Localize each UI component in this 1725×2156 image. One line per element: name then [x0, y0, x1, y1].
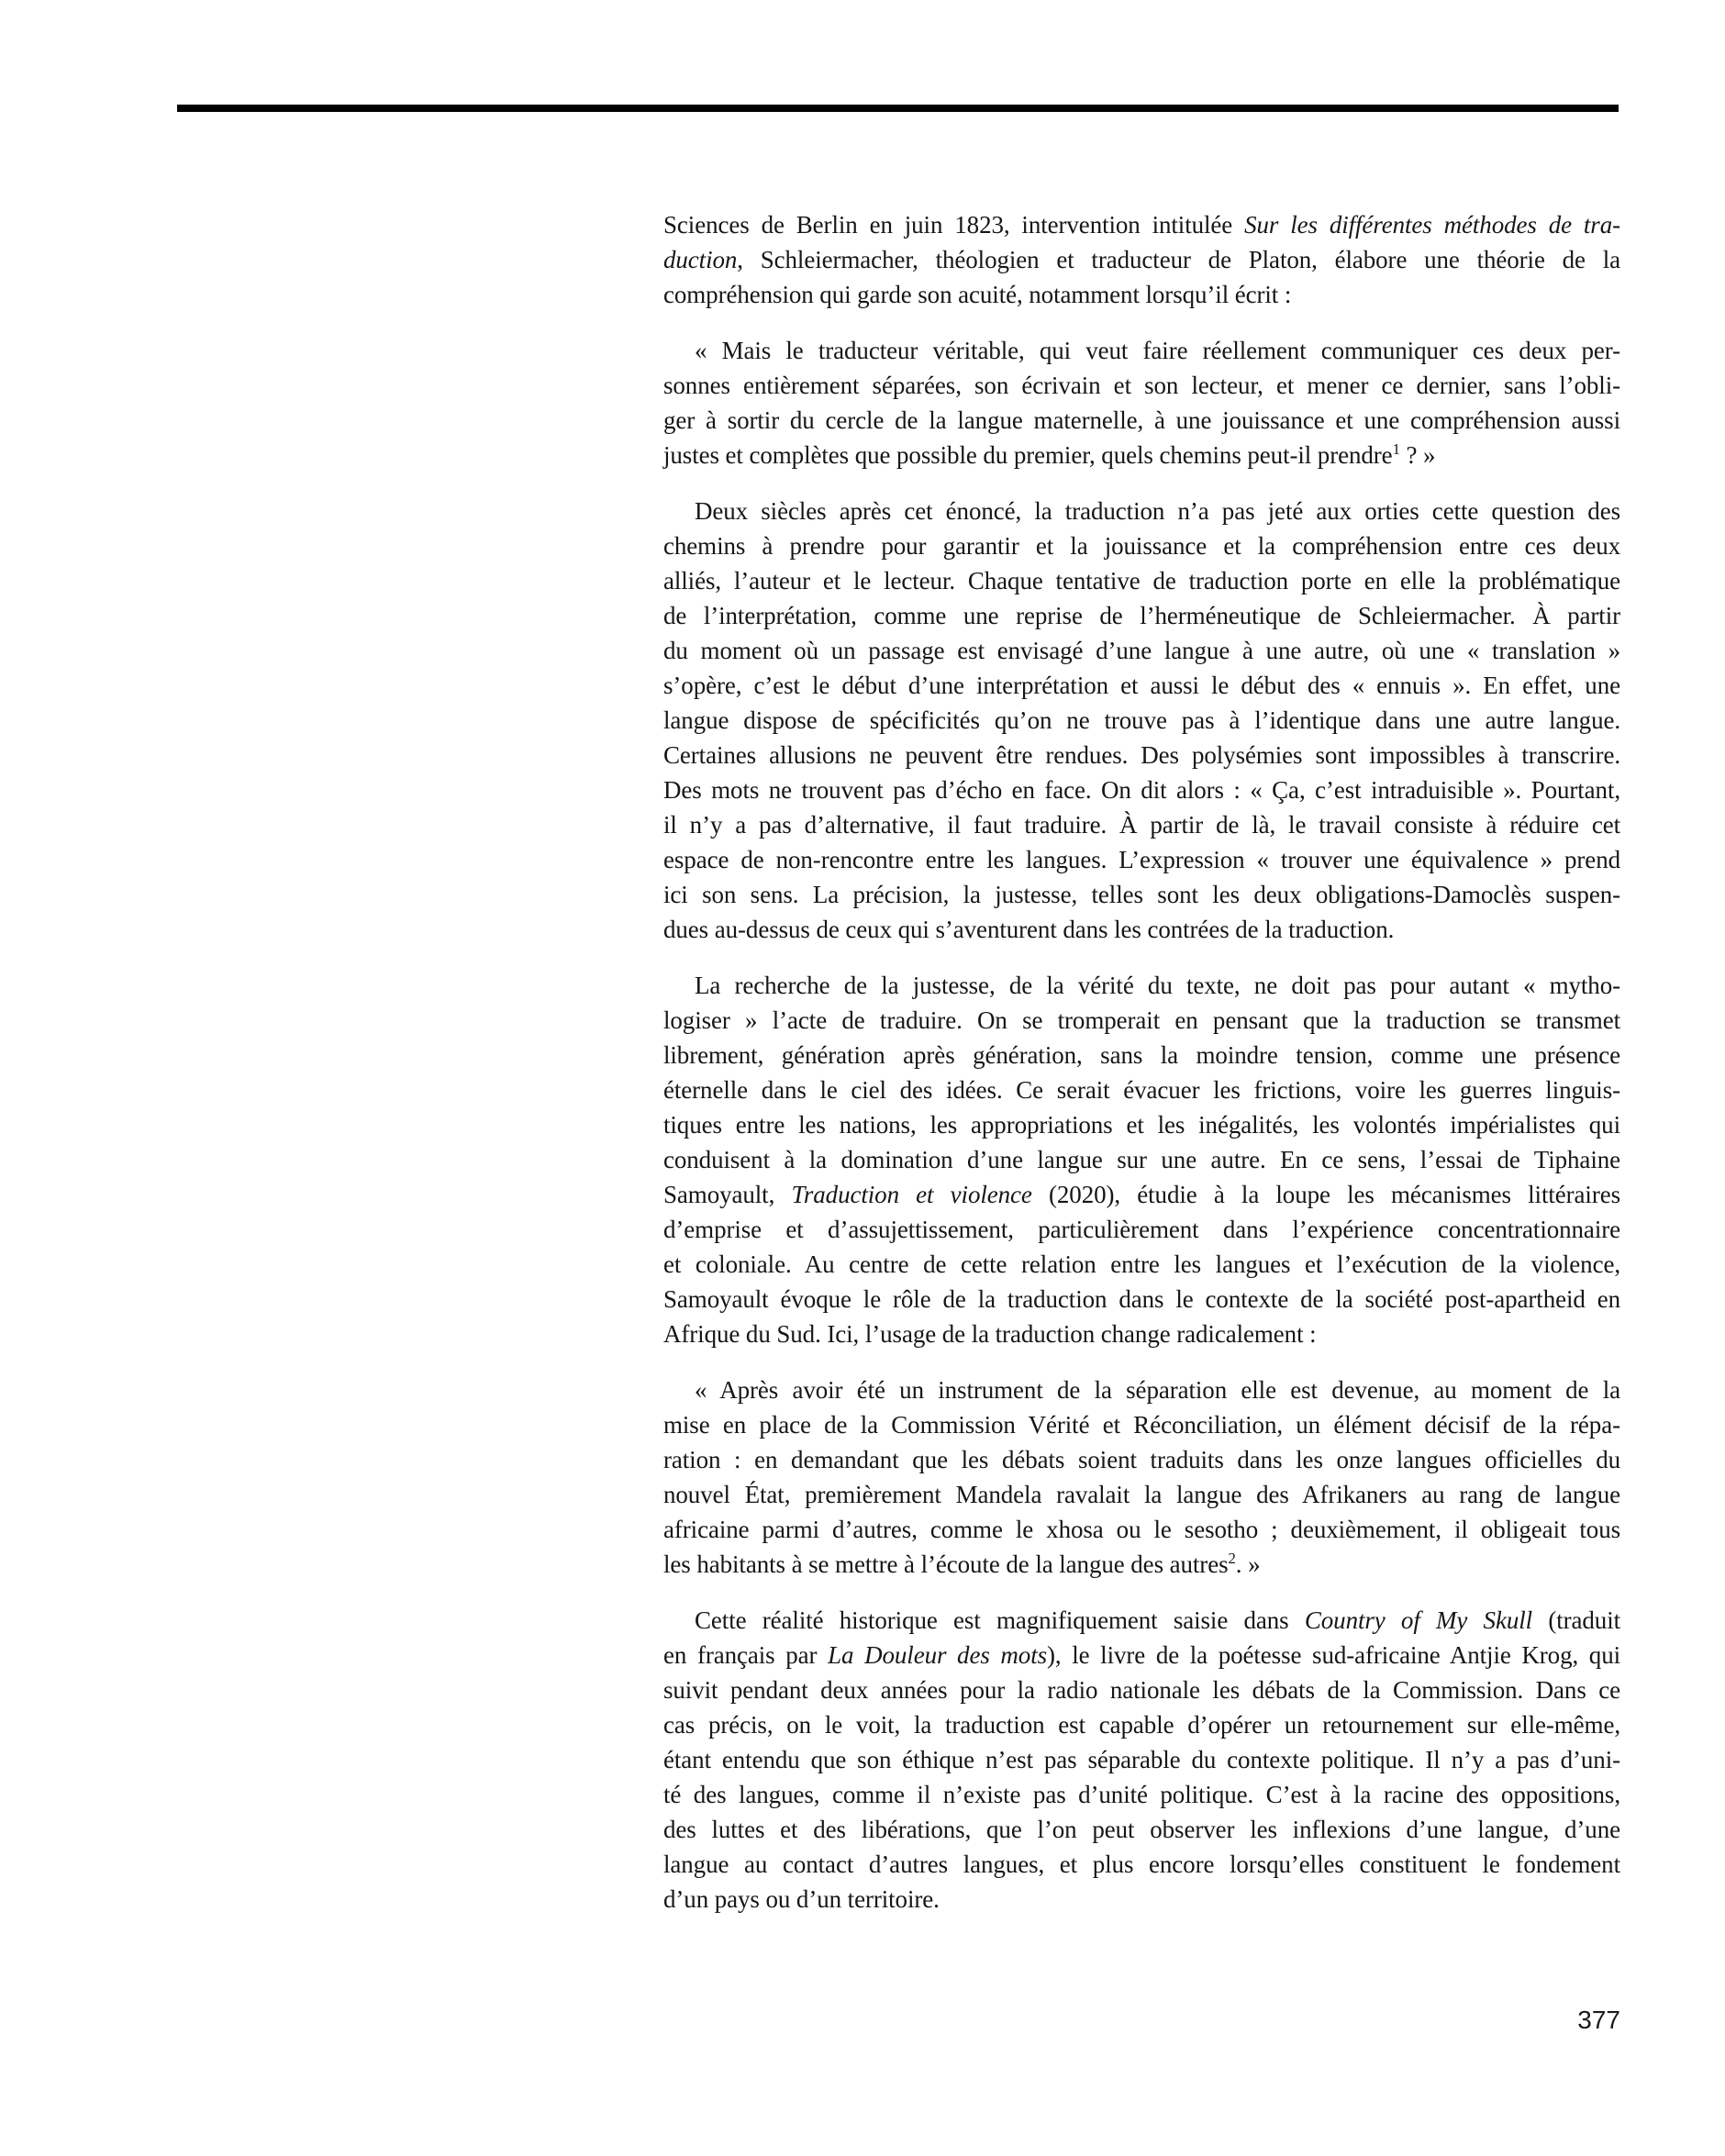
- paragraph-deux-siecles: [663, 494, 1620, 947]
- text-run: s’opère, c’est le début d’une interprétation et aussi le début des « ennuis ». En effet, une: [663, 672, 1620, 699]
- text-run: Certaines allusions ne peuvent être rendues. Des polysémies sont impossibles à transcrire.: [663, 741, 1620, 769]
- text-line: [663, 1442, 1620, 1477]
- text-run: Des mots ne trouvent pas d’écho en face. On dit alors : « Ça, c’est intraduisible ». Pourtant,: [663, 776, 1620, 804]
- text-run: . »: [1235, 1550, 1261, 1578]
- text-line: [663, 668, 1620, 703]
- text-run: Samoyault,: [663, 1181, 792, 1208]
- paragraph-country-of-my-skull: [663, 1603, 1620, 1917]
- text-run: et coloniale. Au centre de cette relation entre les langues et l’exécution de la violence,: [663, 1250, 1620, 1278]
- text-run: mise en place de la Commission Vérité et Réconciliation, un élément décisif de la répa-: [663, 1411, 1620, 1439]
- text-run: suivit pendant deux années pour la radio nationale les débats de la Commission. Dans ce: [663, 1676, 1620, 1704]
- text-line: [663, 738, 1620, 772]
- text-run: sonnes entièrement séparées, son écrivain et son lecteur, et mener ce dernier, sans l’obli-: [663, 372, 1620, 399]
- header-rule: [177, 105, 1619, 112]
- text-run: La recherche de la justesse, de la vérité du texte, ne doit pas pour autant « mytho-: [695, 972, 1620, 999]
- page-number: 377: [1577, 2006, 1620, 2034]
- text-line: [663, 1777, 1620, 1812]
- text-line: [663, 598, 1620, 633]
- text-line: [663, 1247, 1620, 1282]
- text-run: Deux siècles après cet énoncé, la traduction n’a pas jeté aux orties cette question des: [695, 497, 1620, 525]
- text-line: [663, 1547, 1620, 1582]
- text-line: [663, 1282, 1620, 1317]
- paragraph-recherche-justesse: [663, 968, 1620, 1351]
- footnote-marker: 1: [1392, 440, 1400, 458]
- text-line: [663, 277, 1620, 312]
- text-run: La Douleur des mots: [828, 1641, 1048, 1669]
- text-run: « Mais le traducteur véritable, qui veut faire réellement communiquer ces deux per-: [695, 337, 1620, 364]
- text-run: cas précis, on le voit, la traduction est capable d’opérer un retournement sur elle-même,: [663, 1711, 1620, 1739]
- text-line: [663, 494, 1620, 528]
- text-line: [663, 207, 1620, 242]
- text-run: de l’interprétation, comme une reprise de l’herméneutique de Schleiermacher. À partir: [663, 602, 1620, 629]
- text-line: [663, 1107, 1620, 1142]
- text-run: ration : en demandant que les débats soient traduits dans les onze langues officielles du: [663, 1446, 1620, 1473]
- text-line: [663, 1882, 1620, 1917]
- text-run: logiser » l’acte de traduire. On se tromperait en pensant que la traduction se transmet: [663, 1006, 1620, 1034]
- text-line: [663, 1407, 1620, 1442]
- text-line: [663, 1673, 1620, 1707]
- text-run: des luttes et des libérations, que l’on peut observer les inflexions d’une langue, d’une: [663, 1816, 1620, 1843]
- text-run: langue dispose de spécificités qu’on ne trouve pas à l’identique dans une autre langue.: [663, 706, 1620, 734]
- quote-samoyault: [663, 1373, 1620, 1582]
- text-run: (traduit: [1532, 1606, 1620, 1634]
- text-run: compréhension qui garde son acuité, notamment lorsqu’il écrit :: [663, 281, 1292, 308]
- text-run: Afrique du Sud. Ici, l’usage de la traduction change radicalement :: [663, 1320, 1317, 1348]
- text-run: africaine parmi d’autres, comme le xhosa ou le sesotho ; deuxièmement, il obligeait tous: [663, 1516, 1620, 1543]
- text-run: justes et complètes que possible du premier, quels chemins peut-il prendre: [663, 441, 1393, 469]
- text-run: ), le livre de la poétesse sud-africaine Antjie Krog, qui: [1047, 1641, 1620, 1669]
- text-line: [663, 1847, 1620, 1882]
- text-run: ici son sens. La précision, la justesse, telles sont les deux obligations-Damoclès suspen-: [663, 881, 1620, 908]
- text-line: [663, 242, 1620, 277]
- text-line: [663, 563, 1620, 598]
- text-run: librement, génération après génération, sans la moindre tension, comme une présence: [663, 1041, 1620, 1069]
- text-run: (2020), étudie à la loupe les mécanismes littéraires: [1031, 1181, 1620, 1208]
- text-run: ? »: [1399, 441, 1436, 469]
- text-block: [663, 207, 1620, 1917]
- text-line: [663, 1603, 1620, 1638]
- text-line: [663, 1512, 1620, 1547]
- text-line: [663, 403, 1620, 438]
- text-run: dues au-dessus de ceux qui s’aventurent dans les contrées de la traduction.: [663, 916, 1395, 943]
- text-run: Sur les différentes méthodes de tra-: [1244, 211, 1620, 239]
- text-run: éternelle dans le ciel des idées. Ce serait évacuer les frictions, voire les guerres linguis-: [663, 1076, 1620, 1104]
- text-line: [663, 1477, 1620, 1512]
- text-line: [663, 1317, 1620, 1351]
- text-run: il n’y a pas d’alternative, il faut traduire. À partir de là, le travail consiste à réduire cet: [663, 811, 1620, 839]
- text-run: Country of My Skull: [1304, 1606, 1533, 1634]
- text-line: [663, 438, 1620, 472]
- text-line: [663, 877, 1620, 912]
- text-line: [663, 1212, 1620, 1247]
- text-run: d’emprise et d’assujettissement, particulièrement dans l’expérience concentrationnaire: [663, 1216, 1620, 1243]
- text-line: [663, 1003, 1620, 1038]
- text-run: les habitants à se mettre à l’écoute de la langue des autres: [663, 1550, 1229, 1578]
- text-run: duction: [663, 246, 738, 273]
- text-run: tiques entre les nations, les appropriations et les inégalités, les volontés impérialistes qui: [663, 1111, 1620, 1139]
- text-run: Samoyault évoque le rôle de la traduction dans le contexte de la société post-apartheid en: [663, 1285, 1620, 1313]
- text-run: Cette réalité historique est magnifiquement saisie dans: [695, 1606, 1305, 1634]
- text-run: Sciences de Berlin en juin 1823, intervention intitulée: [663, 211, 1245, 239]
- text-line: [663, 1038, 1620, 1072]
- text-run: chemins à prendre pour garantir et la jouissance et la compréhension entre ces deux: [663, 532, 1620, 560]
- text-line: [663, 912, 1620, 947]
- text-line: [663, 807, 1620, 842]
- text-line: [663, 1742, 1620, 1777]
- text-run: d’un pays ou d’un territoire.: [663, 1885, 940, 1913]
- text-run: « Après avoir été un instrument de la séparation elle est devenue, au moment de la: [695, 1376, 1620, 1404]
- text-line: [663, 1707, 1620, 1742]
- paragraph-intro: [663, 207, 1620, 312]
- text-run: du moment où un passage est envisagé d’une langue à une autre, où une « translation »: [663, 637, 1620, 664]
- text-line: [663, 1373, 1620, 1407]
- text-line: [663, 1638, 1620, 1673]
- quote-schleiermacher: [663, 333, 1620, 472]
- text-line: [663, 333, 1620, 368]
- text-line: [663, 368, 1620, 403]
- text-run: Traduction et violence: [791, 1181, 1032, 1208]
- text-run: alliés, l’auteur et le lecteur. Chaque tentative de traduction porte en elle la problématique: [663, 567, 1620, 595]
- text-run: nouvel État, premièrement Mandela ravalait la langue des Afrikaners au rang de langue: [663, 1481, 1620, 1508]
- text-line: [663, 633, 1620, 668]
- text-run: langue au contact d’autres langues, et plus encore lorsqu’elles constituent le fondement: [663, 1850, 1620, 1878]
- text-line: [663, 968, 1620, 1003]
- text-run: té des langues, comme il n’existe pas d’unité politique. C’est à la racine des oppositions,: [663, 1781, 1620, 1808]
- text-run: espace de non-rencontre entre les langues. L’expression « trouver une équivalence » prend: [663, 846, 1620, 873]
- text-run: , Schleiermacher, théologien et traducteur de Platon, élabore une théorie de la: [737, 246, 1620, 273]
- text-line: [663, 1177, 1620, 1212]
- text-line: [663, 842, 1620, 877]
- text-line: [663, 1142, 1620, 1177]
- text-line: [663, 772, 1620, 807]
- text-line: [663, 703, 1620, 738]
- text-run: en français par: [663, 1641, 829, 1669]
- text-run: ger à sortir du cercle de la langue maternelle, à une jouissance et une compréhension aussi: [663, 406, 1620, 434]
- text-line: [663, 1072, 1620, 1107]
- text-line: [663, 1812, 1620, 1847]
- text-run: conduisent à la domination d’une langue sur une autre. En ce sens, l’essai de Tiphaine: [663, 1146, 1620, 1173]
- footnote-marker: 2: [1228, 1550, 1236, 1567]
- text-run: étant entendu que son éthique n’est pas séparable du contexte politique. Il n’y a pas d’uni-: [663, 1746, 1620, 1773]
- text-line: [663, 528, 1620, 563]
